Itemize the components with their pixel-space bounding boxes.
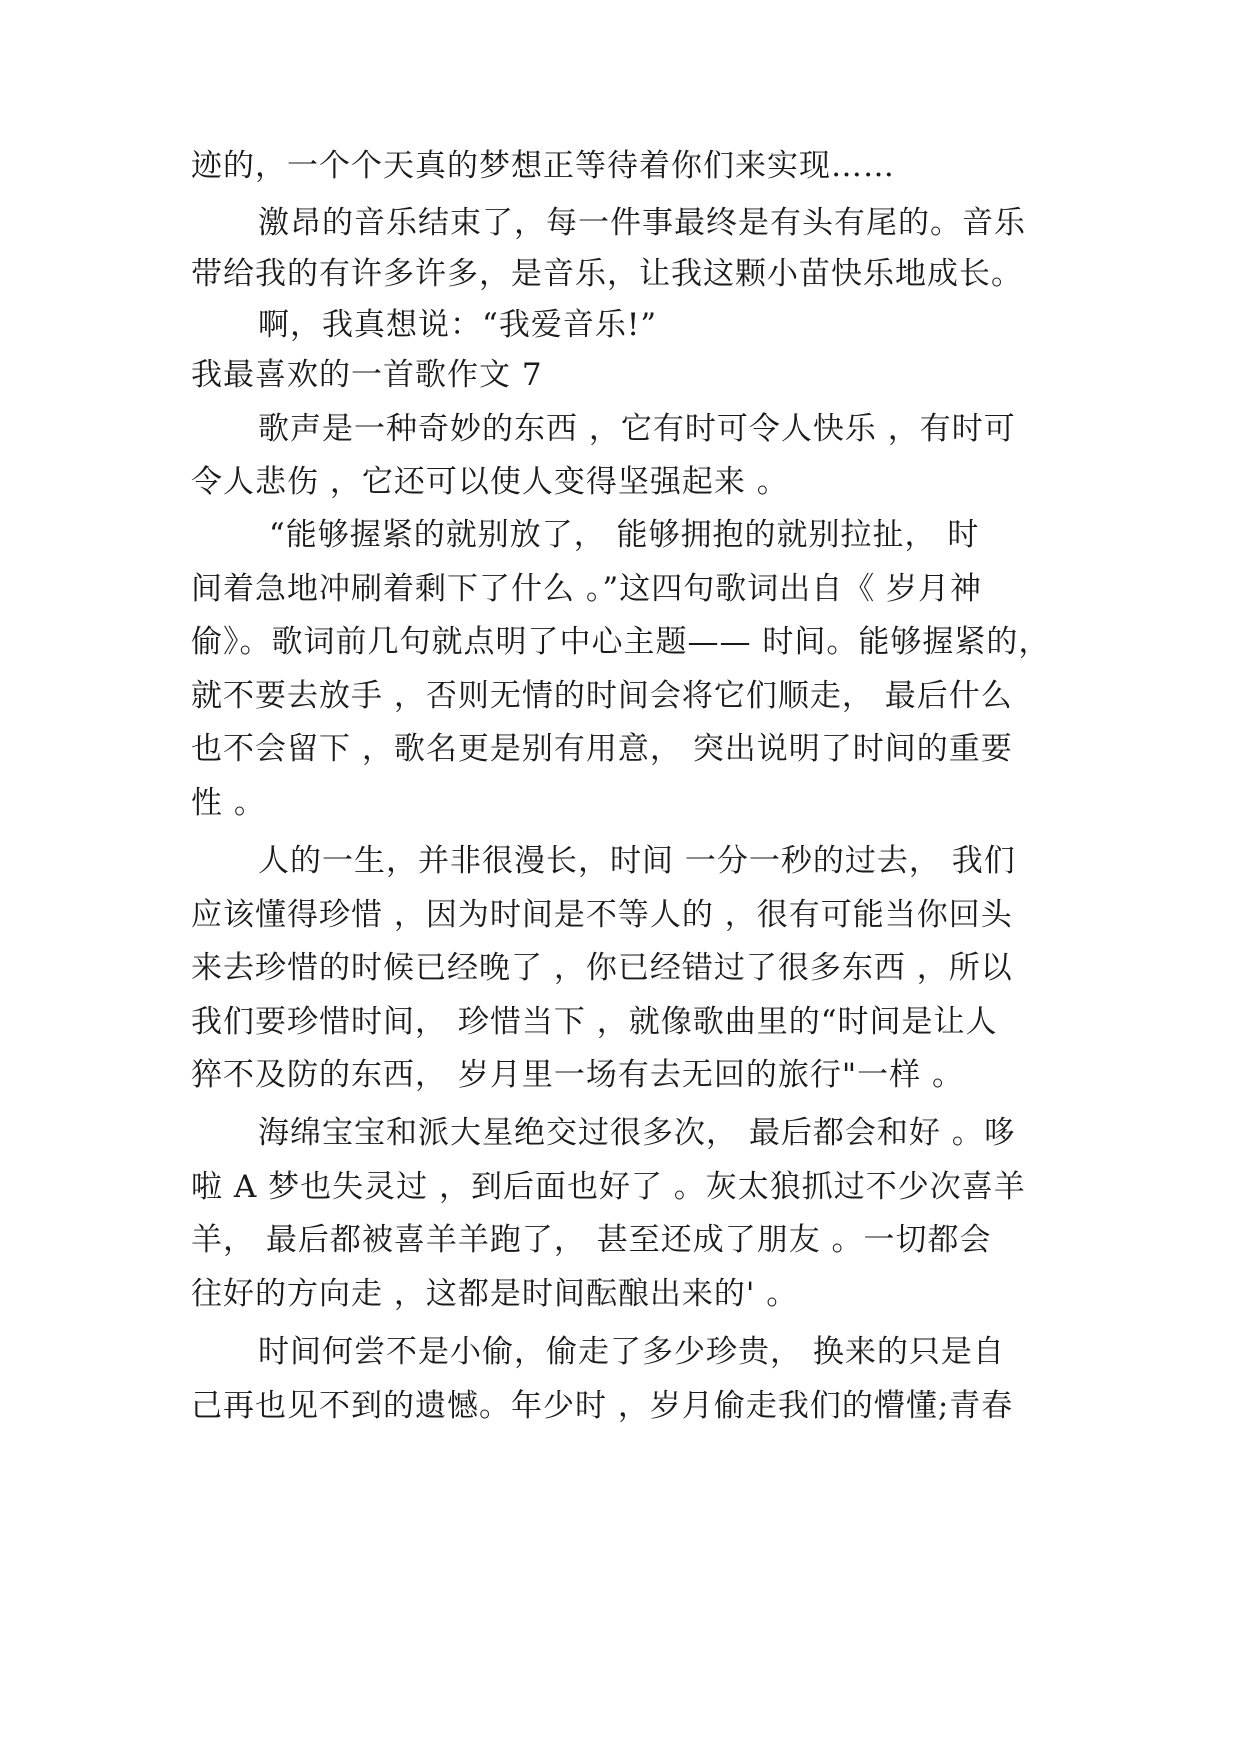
paragraph-start-line: 歌声是一种奇妙的东西 ，它有时可令人快乐 ，有时可	[258, 411, 1016, 447]
text-line: 己再也见不到的遗憾。年少时 ，岁月偷走我们的懵懂;青春	[191, 1388, 1014, 1424]
text-line: 应该懂得珍惜 ，因为时间是不等人的 ，很有可能当你回头	[191, 897, 1013, 933]
text-line: 猝不及防的东西， 岁月里一场有去无回的旅行"一样 。	[191, 1057, 964, 1093]
text-line: 性 。	[191, 785, 266, 821]
text-line: 也不会留下 ，歌名更是别有用意， 突出说明了时间的重要	[191, 731, 1013, 767]
section-heading: 我最喜欢的一首歌作文 7	[191, 357, 543, 393]
text-line: 啦 A 梦也失灵过 ，到后面也好了 。灰太狼抓过不少次喜羊	[191, 1169, 1026, 1205]
paragraph-start-line: 激昂的音乐结束了，每一件事最终是有头有尾的。音乐	[258, 205, 1026, 241]
text-line: 带给我的有许多许多，是音乐，让我这颗小苗快乐地成长。	[191, 256, 1023, 292]
paragraph-start-line: 人的一生，并非很漫长，时间 一分一秒的过去， 我们	[258, 843, 1016, 879]
text-line: 来去珍惜的时候已经晚了 ，你已经错过了很多东西 ，所以	[191, 950, 1013, 986]
text-line: 令人悲伤 ，它还可以使人变得坚强起来 。	[191, 464, 789, 500]
paragraph-start-line: 啊，我真想说：“我爱音乐!”	[258, 307, 658, 343]
text-line: 间着急地冲刷着剩下了什么 。”这四句歌词出自《 岁月神	[191, 571, 983, 607]
text-line: 往好的方向走 ，这都是时间酝酿出来的' 。	[191, 1276, 799, 1312]
paragraph-start-line: “能够握紧的就别放了， 能够拥抱的就别拉扯， 时	[258, 517, 980, 553]
text-line: 我们要珍惜时间， 珍惜当下 ，就像歌曲里的“时间是让人	[191, 1004, 998, 1040]
text-line: 偷》。歌词前几句就点明了中心主题—— 时间。能够握紧的，	[191, 624, 1051, 660]
text-line: 就不要去放手 ，否则无情的时间会将它们顺走， 最后什么	[191, 678, 1013, 714]
text-line: 羊， 最后都被喜羊羊跑了， 甚至还成了朋友 。一切都会	[191, 1222, 992, 1258]
paragraph-start-line: 时间何尝不是小偷，偷走了多少珍贵， 换来的只是自	[258, 1334, 1005, 1370]
text-line: 迹的，一个个天真的梦想正等待着你们来实现……	[191, 148, 895, 184]
paragraph-start-line: 海绵宝宝和派大星绝交过很多次， 最后都会和好 。哆	[258, 1115, 1016, 1151]
